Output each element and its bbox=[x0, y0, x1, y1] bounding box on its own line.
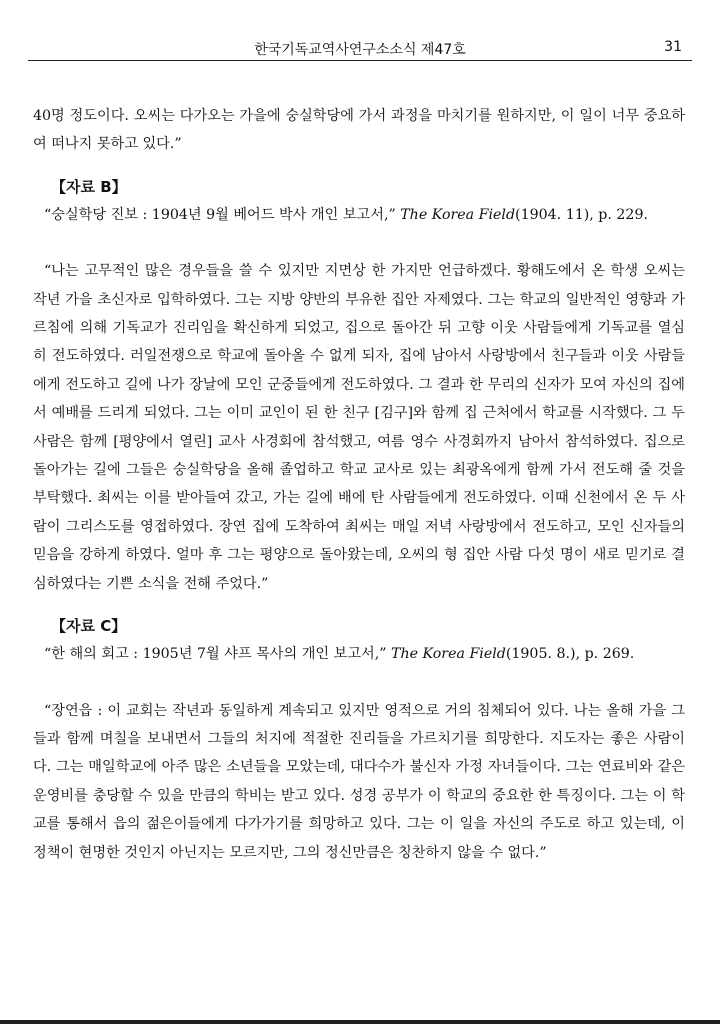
page-header bbox=[28, 38, 692, 61]
section-c-citation-journal: The Korea Field bbox=[391, 646, 506, 663]
section-c-citation-prefix: “한 해의 회고 : 1905년 7월 샤프 목사의 개인 보고서,” bbox=[44, 646, 387, 663]
section-b-citation-journal: The Korea Field bbox=[400, 206, 516, 223]
section-c bbox=[33, 612, 685, 867]
section-b-title: 【자료 B】 bbox=[51, 177, 127, 196]
section-b-quote: “나는 고무적인 많은 경우들을 쓸 수 있지만 지면상 한 가지만 언급하겠다. 황해도에서 온 학생 오씨는 작년 가을 초신자로 입학하였다. 그는 지방 양반의 부유한 집안 자제였다. 그는 학교의 일반적인 영향과 가르침에 의해 기독교가 진리임을 확신하게 되었고, 집으로 돌아간 뒤 고향 이웃 사람들에게 기독교를 열심히 전도하였다. 러일전쟁으로 학교에 돌아올 수 없게 되자, 집에 남아서 사랑방에서 친구들과 이웃 사람들에게 전도하고 길에 나가 장날에 모인 군중들에게 전도하였다. 그 결과 한 무리의 신자가 모여 자신의 집에서 예배를 드리게 되었다. 그는 이미 교인이 된 한 친구 [김구]와 함께 집 근처에서 학교를 시작했다. 그 두 사람은 함께 [평양에서 열린] 교사 사경회에 참석했고, 여름 영수 사경회까지 남아서 참석하였다. 집으로 돌아가는 길에 그들은 숭실학당을 올해 졸업하고 학교 교사로 있는 최광옥에게 함께 가서 전도해 줄 것을 부탁했다. 최씨는 이를 받아들여 갔고, 가는 길에 배에 탄 사람들에게 전도하였다. 이때 신천에서 온 두 사람이 그리스도를 영접하였다. 장연 집에 도착하여 최씨는 매일 저녁 사랑방에서 전도하고, 모인 신자들의 믿음을 강하게 하였다. 얼마 후 그는 평양으로 돌아왔는데, 오씨의 형 집안 사람 다섯 명이 새로 믿기로 결심하였다는 기쁜 소식을 전해 주었다.” bbox=[33, 263, 685, 592]
bottom-rule bbox=[0, 1020, 720, 1024]
section-b-citation-suffix: (1904. 11), p. 229. bbox=[515, 206, 648, 223]
intro-paragraph: 40명 정도이다. 오씨는 다가오는 가을에 숭실학당에 가서 과정을 마치기를 원하지만, 이 일이 너무 중요하여 떠나지 못하고 있다.” bbox=[33, 108, 685, 153]
section-b bbox=[33, 173, 685, 598]
document-body bbox=[33, 102, 685, 867]
section-c-citation-suffix: (1905. 8.), p. 269. bbox=[505, 646, 635, 663]
page-number: 31 bbox=[664, 39, 682, 55]
section-c-citation bbox=[33, 640, 685, 668]
section-c-title: 【자료 C】 bbox=[51, 617, 127, 636]
section-c-quote: “장연읍 : 이 교회는 작년과 동일하게 계속되고 있지만 영적으로 거의 침체되어 있다. 나는 올해 가을 그들과 함께 며칠을 보내면서 그들의 처지에 적절한 진리들을 가르치기를 희망한다. 지도자는 좋은 사람이다. 그는 매일학교에 아주 많은 소년들을 모았는데, 대다수가 불신자 가정 자녀들이다. 그는 연료비와 같은 운영비를 충당할 수 있을 만큼의 학비는 받고 있다. 성경 공부가 이 학교의 중요한 한 특징이다. 그는 이 학교를 통해서 읍의 젊은이들에게 다가가기를 희망하고 있다. 그는 이 일을 자신의 주도로 하고 있는데, 이 정책이 현명한 것인지 아닌지는 모르지만, 그의 정신만큼은 칭찬하지 않을 수 없다.” bbox=[33, 702, 685, 861]
section-b-citation-prefix: “숭실학당 진보 : 1904년 9월 베어드 박사 개인 보고서,” bbox=[44, 206, 396, 223]
journal-title: 한국기독교역사연구소소식 제47호 bbox=[254, 42, 466, 58]
section-b-citation bbox=[33, 201, 685, 229]
